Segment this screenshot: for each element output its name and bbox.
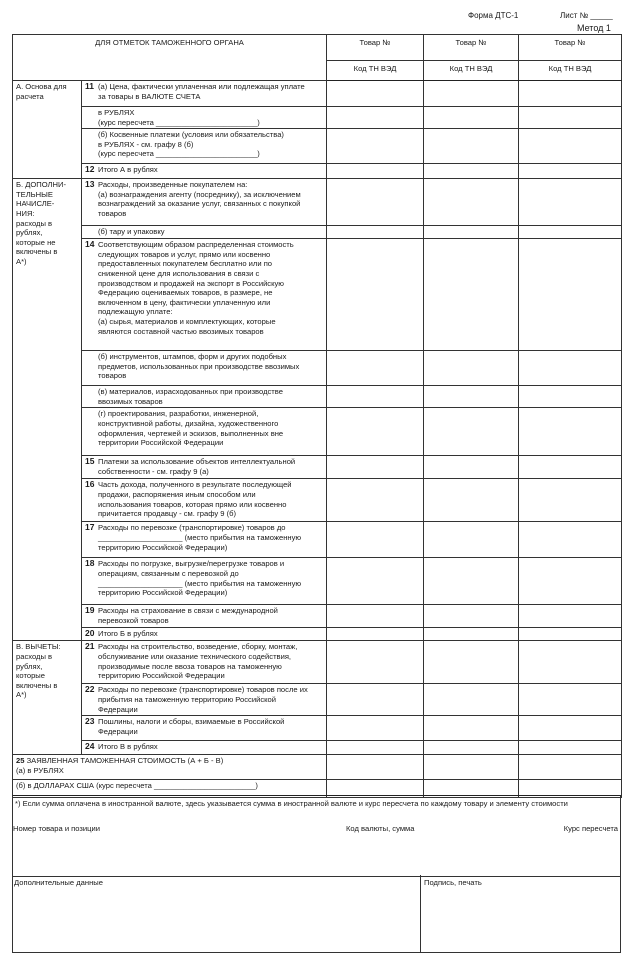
value-cell[interactable]	[519, 129, 622, 164]
item-description	[82, 641, 327, 684]
item-number: 11	[85, 81, 94, 91]
item-number: 17	[85, 522, 95, 533]
value-cell[interactable]	[424, 351, 519, 386]
total-description	[13, 755, 327, 780]
value-cell[interactable]	[519, 107, 622, 129]
value-cell[interactable]	[327, 107, 424, 129]
value-cell[interactable]	[327, 558, 424, 605]
value-cell[interactable]	[424, 605, 519, 628]
footnote-text: *) Если сумма оплачена в иностранной валюте, здесь указывается сумма в иностранной валюте и курс пересчета по каждому товару и элементу стоимости	[15, 799, 568, 808]
value-cell[interactable]	[327, 628, 424, 641]
item-description	[82, 129, 327, 164]
value-cell[interactable]	[519, 456, 622, 479]
value-cell[interactable]	[424, 164, 519, 179]
item-text: (г) проектирования, разработки, инженерной, конструктивной работы, дизайна, художественного оформления, чертежей и эскизов, выполненных вне территории Российской Федерации	[98, 409, 284, 448]
total-row	[13, 755, 622, 780]
exchange-rate-label: Курс пересчета	[563, 824, 618, 833]
table-row	[13, 522, 622, 558]
value-cell[interactable]	[519, 684, 622, 716]
section-label: Б. ДОПОЛНИ- ТЕЛЬНЫЕ НАЧИСЛЕ- НИЯ: расходы в рублях, которые не включены в А*)	[13, 179, 82, 641]
goods-position-label: Номер товара и позиции	[13, 824, 100, 833]
table-row	[13, 716, 622, 741]
method-label: Метод 1	[577, 23, 611, 33]
item-number: 13	[85, 179, 95, 190]
value-cell[interactable]	[519, 408, 622, 456]
item-text: Итого В в рублях	[98, 742, 158, 752]
value-cell[interactable]	[424, 628, 519, 641]
item-text: Расходы на строительство, возведение, сборку, монтаж, обслуживание или оказание технического содействия, производимые после ввоза товаров на таможенную территорию Российской Федерации	[98, 642, 298, 681]
table-row	[13, 684, 622, 716]
item-text: в РУБЛЯХ (курс пересчета ________________________)	[98, 108, 260, 127]
item-description	[82, 164, 327, 179]
value-cell[interactable]	[327, 479, 424, 522]
value-cell[interactable]	[424, 408, 519, 456]
value-cell[interactable]	[519, 239, 622, 351]
value-cell[interactable]	[519, 641, 622, 684]
value-cell[interactable]	[424, 107, 519, 129]
item-description	[82, 456, 327, 479]
table-row	[13, 605, 622, 628]
value-cell[interactable]	[424, 716, 519, 741]
item-number: 15	[85, 456, 95, 467]
item-text: Расходы, произведенные покупателем на: (а) вознаграждения агенту (посреднику), за исключением вознаграждений за оказание услуг, связанных с покупкой товаров	[98, 180, 301, 218]
value-cell[interactable]	[327, 129, 424, 164]
table-row	[13, 386, 622, 408]
section-label: В. ВЫЧЕТЫ: расходы в рублях, которые включены в А*)	[13, 641, 82, 755]
table-row	[13, 479, 622, 522]
item-description	[82, 107, 327, 129]
value-cell[interactable]	[424, 239, 519, 351]
value-cell[interactable]	[327, 179, 424, 226]
value-cell[interactable]	[424, 522, 519, 558]
item-text: Пошлины, налоги и сборы, взимаемые в Российской Федерации	[98, 717, 285, 736]
item-description	[82, 741, 327, 755]
item-description	[82, 239, 327, 351]
item-text: Расходы на страхование в связи с международной перевозкой товаров	[98, 606, 278, 625]
table-row	[13, 129, 622, 164]
hs-code-header[interactable]: Код ТН ВЭД	[519, 61, 622, 81]
table-row	[13, 558, 622, 605]
table-row	[13, 351, 622, 386]
value-cell[interactable]	[424, 81, 519, 107]
value-cell[interactable]	[327, 755, 424, 780]
table-row	[13, 741, 622, 755]
value-cell[interactable]	[519, 716, 622, 741]
value-cell[interactable]	[327, 684, 424, 716]
item-number: 14	[85, 239, 95, 250]
hs-code-header[interactable]: Код ТН ВЭД	[424, 61, 519, 81]
goods-number-header[interactable]: Товар №	[519, 35, 622, 61]
value-cell[interactable]	[424, 755, 519, 780]
sheet-number[interactable]: Лист № _____	[560, 11, 613, 20]
value-cell[interactable]	[327, 239, 424, 351]
value-cell[interactable]	[519, 522, 622, 558]
table-row	[13, 456, 622, 479]
value-cell[interactable]	[424, 641, 519, 684]
table-row	[13, 107, 622, 129]
item-text: Итого А в рублях	[98, 165, 158, 175]
item-number: 18	[85, 558, 95, 569]
value-cell[interactable]	[519, 81, 622, 107]
item-text: (в) материалов, израсходованных при производстве ввозимых товаров	[98, 387, 283, 406]
value-cell[interactable]	[519, 755, 622, 780]
value-cell[interactable]	[327, 351, 424, 386]
table-row	[13, 641, 622, 684]
value-cell[interactable]	[519, 741, 622, 755]
value-cell[interactable]	[519, 351, 622, 386]
item-number: 24	[85, 741, 95, 752]
value-cell[interactable]	[519, 605, 622, 628]
item-number: 20	[85, 628, 95, 639]
value-cell[interactable]	[519, 628, 622, 641]
value-cell[interactable]	[519, 179, 622, 226]
item-text: Платежи за использование объектов интеллектуальной собственности - см. графу 9 (а)	[98, 457, 296, 476]
goods-number-header[interactable]: Товар №	[424, 35, 519, 61]
item-number: 25	[16, 756, 25, 766]
value-cell[interactable]	[327, 605, 424, 628]
table-row	[13, 408, 622, 456]
hs-code-header[interactable]: Код ТН ВЭД	[327, 61, 424, 81]
value-cell[interactable]	[519, 558, 622, 605]
value-cell[interactable]	[519, 164, 622, 179]
item-text: (а) Цена, фактически уплаченная или подлежащая уплате за товары в ВАЛЮТЕ СЧЕТА	[98, 82, 305, 101]
total-usd-label: (б) в ДОЛЛАРАХ США (курс пересчета ________________________)	[13, 780, 327, 798]
value-cell[interactable]	[327, 716, 424, 741]
customs-marks-header: ДЛЯ ОТМЕТОК ТАМОЖЕННОГО ОРГАНА	[13, 35, 327, 81]
item-description	[82, 558, 327, 605]
item-description	[82, 408, 327, 456]
additional-data-label: Дополнительные данные	[14, 878, 103, 887]
item-text: (б) тару и упаковку	[98, 227, 165, 237]
value-cell[interactable]	[424, 129, 519, 164]
item-text: Расходы по перевозке (транспортировке) товаров до ____________________ (место прибытия на таможенную территорию Российской Федерации)	[98, 523, 302, 552]
item-description	[82, 716, 327, 741]
section-label: А. Основа для расчета	[13, 81, 82, 179]
item-number: 12	[85, 164, 95, 175]
item-description	[82, 179, 327, 226]
value-cell[interactable]	[327, 408, 424, 456]
item-description	[82, 386, 327, 408]
value-cell[interactable]	[424, 226, 519, 239]
value-cell[interactable]	[327, 226, 424, 239]
value-cell[interactable]	[519, 386, 622, 408]
value-cell[interactable]	[424, 179, 519, 226]
item-text: Часть дохода, полученного в результате последующей продажи, распоряжения иным способом или использования товаров, которая прямо или косвенно причитается продавцу - см. графу 9 (б)	[98, 480, 292, 519]
table-row	[13, 239, 622, 351]
item-description	[82, 479, 327, 522]
item-text: Расходы по погрузке, выгрузке/перегрузке товаров и операциям, связанным с перевозкой до ____________________ (место прибытия на таможенную территорию Российской Федерации)	[98, 559, 302, 598]
item-text: Итого Б в рублях	[98, 629, 158, 639]
item-number: 22	[85, 684, 95, 695]
signature-field[interactable]	[422, 875, 484, 890]
item-description	[82, 351, 327, 386]
value-cell[interactable]	[424, 558, 519, 605]
item-text: Соответствующим образом распределенная стоимость следующих товаров и услуг, прямо или косвенно предоставленных покупателем бесплатно или по сниженной цене для использования в связи с производством и продажей на экспорт в Российскую Федерацию оцениваемых товаров, в размере, не включенном в цену, фактически уплаченную или подлежащую уплате: (а) сырья, материалов и комплектующих, которые являются составной частью ввозимых товаров	[98, 240, 294, 336]
value-cell[interactable]	[424, 456, 519, 479]
table-row	[13, 164, 622, 179]
footnote-box	[12, 795, 621, 877]
item-description	[82, 81, 327, 107]
value-cell[interactable]	[327, 386, 424, 408]
table-row	[13, 628, 622, 641]
value-cell[interactable]	[424, 741, 519, 755]
bottom-box	[12, 875, 621, 953]
value-cell[interactable]	[327, 741, 424, 755]
item-description	[82, 522, 327, 558]
item-number: 21	[85, 641, 95, 652]
value-cell[interactable]	[327, 522, 424, 558]
value-cell[interactable]	[424, 386, 519, 408]
value-cell[interactable]	[327, 164, 424, 179]
signature-label: Подпись, печать	[424, 878, 482, 887]
additional-data-field[interactable]	[13, 875, 421, 952]
value-cell[interactable]	[424, 684, 519, 716]
value-cell[interactable]	[519, 226, 622, 239]
value-cell[interactable]	[327, 641, 424, 684]
item-number: 16	[85, 479, 95, 490]
item-description	[82, 605, 327, 628]
valuation-table	[12, 34, 622, 798]
value-cell[interactable]	[424, 479, 519, 522]
value-cell[interactable]	[519, 479, 622, 522]
value-cell[interactable]	[327, 81, 424, 107]
currency-amount-label: Код валюты, сумма	[346, 824, 415, 833]
item-number: 19	[85, 605, 95, 616]
item-description	[82, 226, 327, 239]
table-row	[13, 81, 622, 107]
table-row	[13, 179, 622, 226]
item-description	[82, 684, 327, 716]
total-title: ЗАЯВЛЕННАЯ ТАМОЖЕННАЯ СТОИМОСТЬ (А + Б - В) (а) в РУБЛЯХ	[16, 756, 224, 775]
item-text: Расходы по перевозке (транспортировке) товаров после их прибытия на таможенную территорию Российской Федерации	[98, 685, 308, 714]
item-text: (б) инструментов, штампов, форм и других подобных предметов, использованных при производстве ввозимых товаров	[98, 352, 300, 381]
form-name: Форма ДТС-1	[468, 11, 519, 20]
goods-number-header[interactable]: Товар №	[327, 35, 424, 61]
value-cell[interactable]	[327, 456, 424, 479]
item-description	[82, 628, 327, 641]
table-row	[13, 226, 622, 239]
item-number: 23	[85, 716, 95, 727]
item-text: (б) Косвенные платежи (условия или обязательства) в РУБЛЯХ - см. графу 8 (б) (курс пересчета ________________________)	[98, 130, 284, 159]
